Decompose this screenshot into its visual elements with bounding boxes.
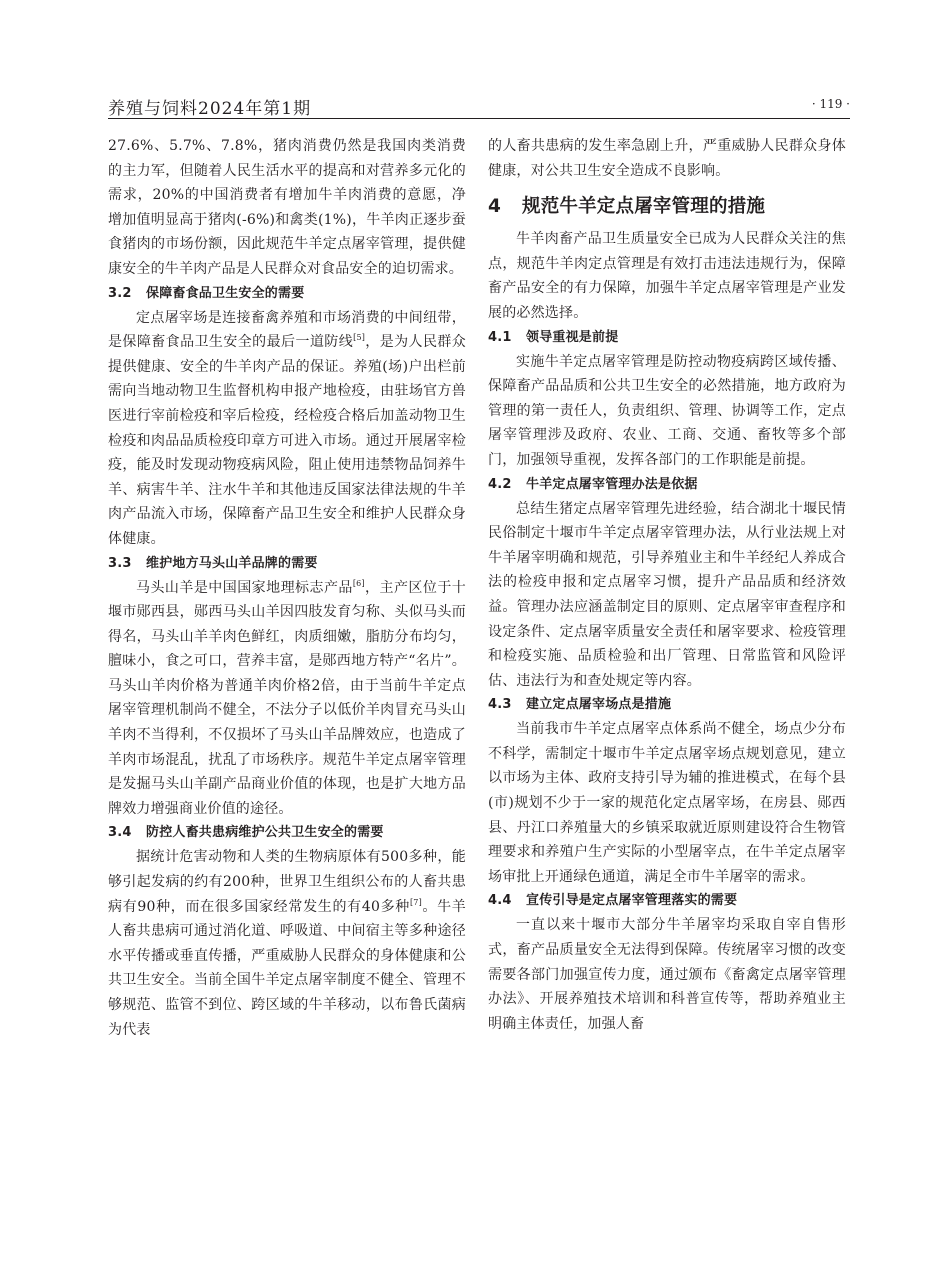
citation[interactable]: [6] [352, 578, 365, 588]
paragraph: 牛羊肉畜产品卫生质量安全已成为人民群众关注的焦点，规范牛羊肉定点管理是有效打击违法违规行为，保障畜产品安全的有力保障，加强牛羊定点屠宰管理是产业发展的必然选择。 [488, 231, 846, 321]
subsection-heading-3-4: 3.4 防控人畜共患病维护公共卫生安全的需要 [108, 825, 384, 841]
subsection-heading-4-1: 4.1 领导重视是前提 [488, 329, 619, 345]
paragraph: 当前我市牛羊定点屠宰点体系尚不健全，场点少分布不科学，需制定十堰市牛羊定点屠宰场点规划意见，建立以市场为主体、政府支持引导为辅的推进模式，在每个县(市)规划不少于一家的规范化定点屠宰场，在房县、郧西县、丹江口养殖量大的乡镇采取就近原则建设符合生物管理要求和养殖户生产实际的小型屠宰点，在牛羊定点屠宰场审批上开通绿色通道，满足全市牛羊屠宰的需求。 [488, 721, 846, 885]
paragraph: 实施牛羊定点屠宰管理是防控动物疫病跨区域传播、保障畜产品品质和公共卫生安全的必然措施，地方政府为管理的第一责任人，负责组织、管理、协调等工作，定点屠宰管理涉及政府、农业、工商、交通、畜牧等多个部门，加强领导重视，发挥各部门的工作职能是前提。 [488, 353, 846, 468]
citation[interactable]: [5] [353, 333, 366, 343]
section-heading-4: 4 规范牛羊定点屠宰管理的措施 [488, 196, 766, 218]
paragraph: 一直以来十堰市大部分牛羊屠宰均采取自宰自售形式，畜产品质量安全无法得到保障。传统屠宰习惯的改变需要各部门加强宣传力度，通过颁布《畜禽定点屠宰管理办法》、开展养殖技术培训和科普宣传等，帮助养殖业主明确主体责任，加强人畜 [488, 917, 846, 1032]
subsection-heading-3-2: 3.2 保障畜食品卫生安全的需要 [108, 285, 305, 301]
paragraph: 马头山羊是中国国家地理标志产品[6]，主产区位于十堰市郧西县，郧西马头山羊因四肢发育匀称、头似马头而得名，马头山羊羊肉色鲜红，肉质细嫩，脂肪分布均匀，膻味小，食之可口，营养丰富，是郧西地方特产“名片”。马头山羊肉价格为普通羊肉价格2倍，由于当前牛羊定点屠宰管理机制尚不健全，不法分子以低价羊肉冒充马头山羊肉不当得利，不仅损坏了马头山羊品牌效应，也造成了羊肉市场混乱，扰乱了市场秩序。规范牛羊定点屠宰管理是发掘马头山羊副产品商业价值的体现，也是扩大地方品牌效力增强商业价值的途径。 [108, 578, 466, 817]
journal-title: 养殖与饲料2024年第1期 [108, 99, 312, 119]
paragraph: 据统计危害动物和人类的生物病原体有500多种，能够引起发病的约有200种，世界卫生组织公布的人畜共患病有90种，而在很多国家经常发生的有40多种[7]。牛羊人畜共患病可通过消化道、呼吸道、中间宿主等多种途径水平传播或垂直传播，严重威胁人民群众的身体健康和公共卫生安全。当前全国牛羊定点屠宰制度不健全、管理不够规范、监管不到位、跨区域的牛羊移动，以布鲁氏菌病为代表 [108, 849, 466, 1038]
running-header [108, 88, 850, 122]
paragraph: 27.6%、5.7%、7.8%，猪肉消费仍然是我国肉类消费的主力军，但随着人民生活水平的提高和对营养多元化的需求，20%的中国消费者有增加牛羊肉消费的意愿，净增加值明显高于猪肉(-6%)和禽类(1%)，牛羊肉正逐步蚕食猪肉的市场份额，因此规范牛羊定点屠宰管理，提供健康安全的牛羊肉产品是人民群众对食品安全的迫切需求。 [108, 138, 466, 277]
citation[interactable]: [7] [409, 897, 422, 907]
paragraph: 的人畜共患病的发生率急剧上升，严重威胁人民群众身体健康，对公共卫生安全造成不良影响。 [488, 138, 846, 179]
left-column [108, 134, 466, 1042]
right-column [488, 134, 846, 1036]
subsection-heading-4-2: 4.2 牛羊定点屠宰管理办法是依据 [488, 476, 698, 492]
header-rule [108, 118, 850, 119]
subsection-heading-4-4: 4.4 宣传引导是定点屠宰管理落实的需要 [488, 893, 738, 909]
subsection-heading-4-3: 4.3 建立定点屠宰场点是措施 [488, 697, 672, 713]
subsection-heading-3-3: 3.3 维护地方马头山羊品牌的需要 [108, 555, 318, 571]
paragraph: 定点屠宰场是连接畜禽养殖和市场消费的中间纽带，是保障畜食品卫生安全的最后一道防线[5]，是为人民群众提供健康、安全的牛羊肉产品的保证。养殖(场)户出栏前需向当地动物卫生监督机构申报产地检疫，由驻场官方兽医进行宰前检疫和宰后检疫，经检疫合格后加盖动物卫生检疫和肉品品质检疫印章方可进入市场。通过开展屠宰检疫，能及时发现动物疫病风险，阻止使用违禁物品饲养牛羊、病害牛羊、注水牛羊和其他违反国家法律法规的牛羊肉产品流入市场，保障畜产品卫生安全和维护人民群众身体健康。 [108, 309, 466, 547]
paragraph: 总结生猪定点屠宰管理先进经验，结合湖北十堰民情民俗制定十堰市牛羊定点屠宰管理办法，从行业法规上对牛羊屠宰明确和规范，引导养殖业主和牛羊经纪人养成合法的检疫申报和定点屠宰习惯，提升产品品质和经济效益。管理办法应涵盖制定目的原则、定点屠宰审查程序和设定条件、定点屠宰质量安全责任和屠宰要求、检疫管理和检疫实施、品质检验和出厂管理、日常监管和风险评估、违法行为和查处规定等内容。 [488, 500, 846, 689]
page-number: · 119 · [811, 97, 850, 111]
